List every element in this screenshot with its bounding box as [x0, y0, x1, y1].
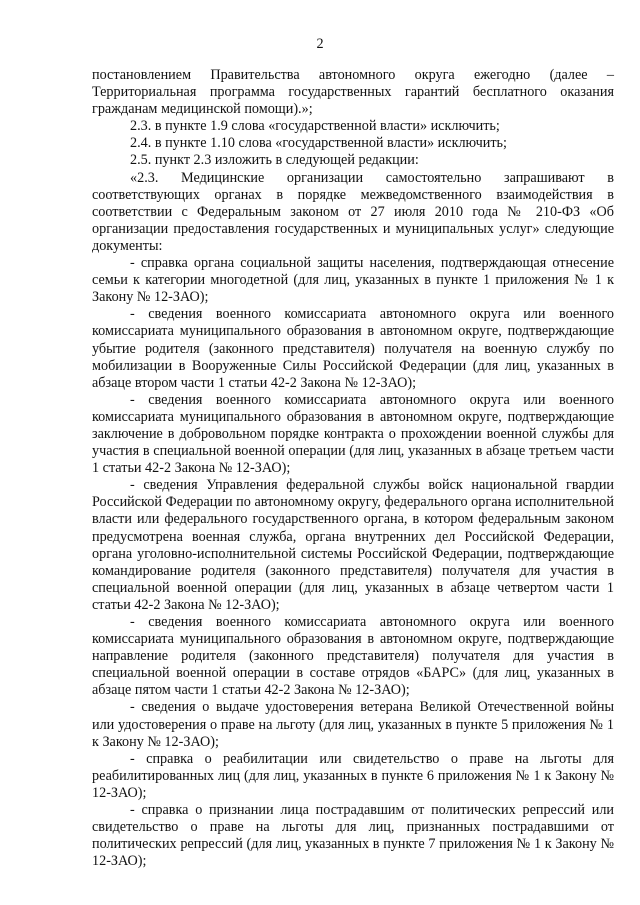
- paragraph: - справка о реабилитации или свидетельство о праве на льготы для реабилитированных лиц (для лиц, указанных в пункте 6 приложения № 1 к Закону № 12-ЗАО);: [92, 750, 614, 801]
- paragraph: постановлением Правительства автономного округа ежегодно (далее – Территориальная программа государственных гарантий бесплатного оказания гражданам медицинской помощи).»;: [92, 67, 614, 118]
- paragraph: - сведения военного комиссариата автономного округа или военного комиссариата муниципального образования в автономном округе, подтверждающие убытие родителя (законного представителя) получателя на военную службу по мобилизации в Вооруженные Силы Российской Федерации (для лиц, указанных в абзаце втором части 1 статьи 42-2 Закона № 12-ЗАО);: [92, 306, 614, 391]
- paragraph: 2.4. в пункте 1.10 слова «государственной власти» исключить;: [130, 135, 507, 152]
- paragraph: - справка о признании лица пострадавшим от политических репрессий или свидетельство о праве на льготы для лиц, признанных пострадавшими от политических репрессий (для лиц, указанных в пункте 7 приложения № 1 к Закону № 12-ЗАО);: [92, 802, 614, 870]
- paragraph: - сведения военного комиссариата автономного округа или военного комиссариата муниципального образования в автономном округе, подтверждающие направление родителя (законного представителя) получателя для участия в специальной военной операции в составе отрядов «БАРС» (для лиц, указанных в абзаце пятом части 1 статьи 42-2 Закона № 12-ЗАО);: [92, 614, 614, 699]
- paragraph: 2.3. в пункте 1.9 слова «государственной власти» исключить;: [130, 118, 500, 135]
- paragraph: 2.5. пункт 2.3 изложить в следующей редакции:: [130, 152, 419, 169]
- paragraph: - сведения о выдаче удостоверения ветерана Великой Отечественной войны или удостоверения о праве на льготу (для лиц, указанных в пункте 5 приложения № 1 к Закону № 12-ЗАО);: [92, 699, 614, 750]
- paragraph: - сведения Управления федеральной службы войск национальной гвардии Российской Федерации по автономному округу, федерального органа исполнительной власти или федерального государственного органа, в котором федеральным законом предусмотрена военная служба, органа внутренних дел Российской Федерации, органа уголовно-исполнительной системы Российской Федерации, подтверждающие командирование родителя (законного представителя) получателя для участия в специальной военной операции (для лиц, указанных в абзаце четвертом части 1 статьи 42-2 Закона № 12-ЗАО);: [92, 477, 614, 613]
- paragraph: - справка органа социальной защиты населения, подтверждающая отнесение семьи к категории многодетной (для лиц, указанных в пункте 1 приложения № 1 к Закону № 12-ЗАО);: [92, 255, 614, 306]
- paragraph: - сведения военного комиссариата автономного округа или военного комиссариата муниципального образования в автономном округе, подтверждающие заключение в добровольном порядке контракта о прохождении военной службы для участия в специальной военной операции (для лиц, указанных в абзаце третьем части 1 статьи 42-2 Закона № 12-ЗАО);: [92, 391, 614, 477]
- page-number: 2: [316, 36, 324, 52]
- document-body: [92, 67, 614, 870]
- paragraph: «2.3. Медицинские организации самостоятельно запрашивают в соответствующих органах в порядке межведомственного взаимодействия в соответствии с Федеральным законом от 27 июля 2010 года № 210-ФЗ «Об организации предоставления государственных и муниципальных услуг» следующие документы:: [92, 169, 614, 254]
